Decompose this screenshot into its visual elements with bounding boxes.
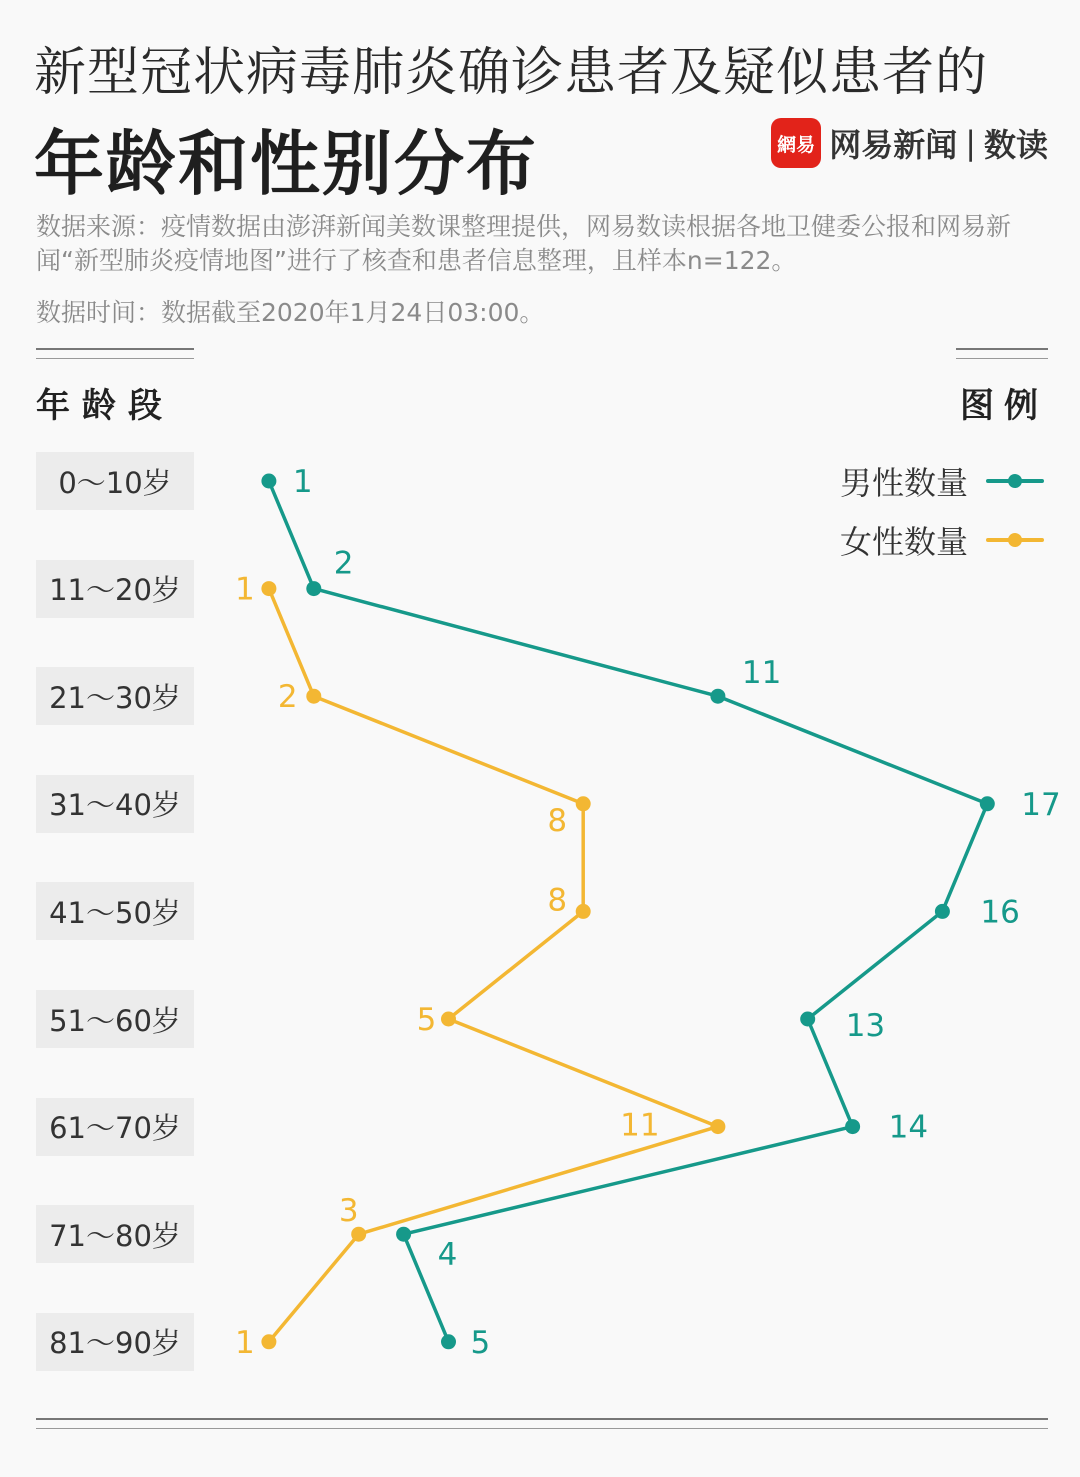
data-point-male xyxy=(710,689,725,704)
data-point-female xyxy=(710,1119,725,1134)
data-label-female: 8 xyxy=(547,882,568,919)
data-label-female: 5 xyxy=(416,1002,437,1038)
data-label-female: 1 xyxy=(235,1324,255,1361)
divider-bottom xyxy=(36,1418,1048,1429)
chart-title-line2: 年龄和性别分布 xyxy=(34,123,538,205)
data-label-male: 16 xyxy=(980,894,1020,931)
data-label-female: 3 xyxy=(338,1193,359,1230)
data-point-male xyxy=(441,1334,456,1349)
age-axis-header: 年龄段 xyxy=(36,386,174,426)
series-line-male xyxy=(269,481,987,1342)
brand-separator: | xyxy=(965,124,976,162)
brand-subname: 数读 xyxy=(983,126,1048,164)
data-point-male xyxy=(935,904,950,919)
data-point-female xyxy=(576,796,591,811)
data-point-male xyxy=(845,1119,860,1134)
data-point-female xyxy=(576,904,591,919)
data-label-female: 8 xyxy=(547,802,568,839)
data-label-male: 13 xyxy=(845,1008,886,1044)
series-line-female xyxy=(269,589,718,1342)
legend-header: 图例 xyxy=(960,386,1048,426)
data-label-male: 1 xyxy=(292,464,313,500)
data-point-male xyxy=(306,581,321,596)
age-group-label: 31～40岁 xyxy=(36,775,194,833)
age-group-label: 61～70岁 xyxy=(36,1098,194,1156)
age-group-label: 0～10岁 xyxy=(36,452,194,510)
data-point-male xyxy=(800,1012,815,1027)
data-point-female xyxy=(441,1012,456,1027)
data-source-note: 数据来源：疫情数据由澎湃新闻美数课整理提供，网易数读根据各地卫健委公报和网易新闻“新型肺炎疫情地图”进行了核查和患者信息整理，且样本n=122。 xyxy=(36,212,1012,275)
age-group-label: 11～20岁 xyxy=(36,560,194,618)
data-label-male: 2 xyxy=(333,545,354,582)
data-point-male xyxy=(396,1227,411,1242)
netease-logo-icon: 網易 xyxy=(771,118,821,168)
data-point-male xyxy=(261,474,276,489)
brand-name: 网易新闻 xyxy=(829,126,958,164)
data-point-female xyxy=(306,689,321,704)
data-point-male xyxy=(980,796,995,811)
data-time-note: 数据时间：数据截至2020年1月24日03:00。 xyxy=(36,298,545,327)
data-label-female: 2 xyxy=(277,679,298,716)
data-label-male: 17 xyxy=(1021,786,1061,823)
data-label-male: 14 xyxy=(888,1109,929,1146)
chart-title-line1: 新型冠状病毒肺炎确诊患者及疑似患者的 xyxy=(34,43,989,103)
data-label-female: 11 xyxy=(620,1107,660,1144)
data-point-female xyxy=(261,581,276,596)
legend-label-female: 女性数量 xyxy=(839,523,968,561)
age-group-label: 51～60岁 xyxy=(36,990,194,1048)
data-label-female: 1 xyxy=(235,571,255,608)
age-group-label: 81～90岁 xyxy=(36,1313,194,1371)
age-group-label: 21～30岁 xyxy=(36,667,194,725)
data-label-male: 4 xyxy=(437,1237,458,1274)
legend-label-male: 男性数量 xyxy=(839,464,968,502)
age-group-label: 71～80岁 xyxy=(36,1205,194,1263)
data-label-male: 11 xyxy=(741,655,782,692)
data-label-male: 5 xyxy=(470,1324,491,1361)
data-point-female xyxy=(261,1334,276,1349)
age-group-label: 41～50岁 xyxy=(36,882,194,940)
